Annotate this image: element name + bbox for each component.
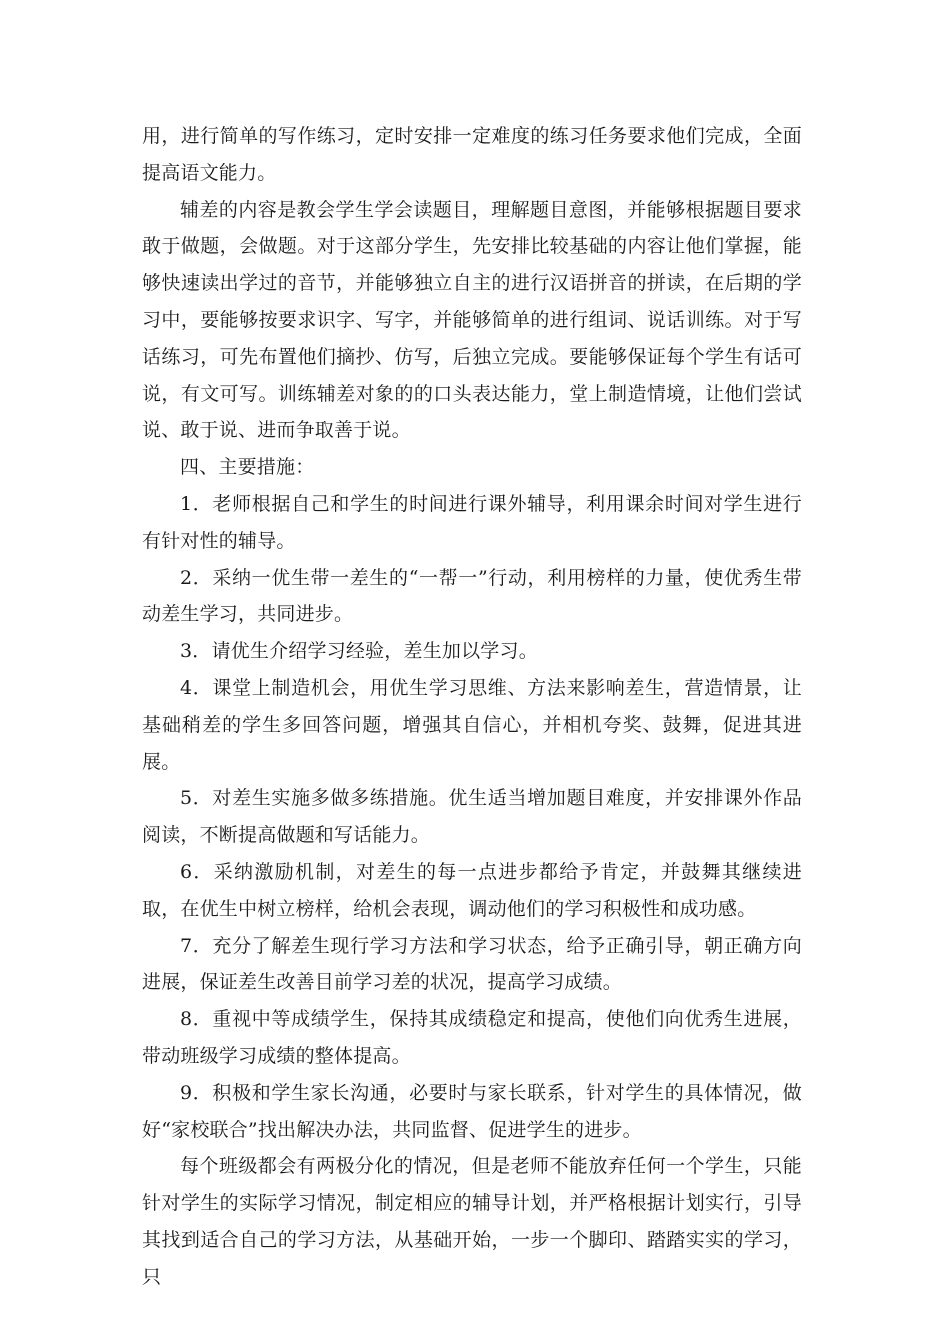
measure-item-8: 8．重视中等成绩学生，保持其成绩稳定和提高，使他们向优秀生进展，带动班级学习成绩的整体提高。 (142, 1008, 802, 1067)
measure-item-9: 9．积极和学生家长沟通，必要时与家长联系，针对学生的具体情况，做好“家校联合”找出解决办法，共同监督、促进学生的进步。 (142, 1081, 802, 1141)
paragraph-conclusion: 每个班级都会有两极分化的情况，但是老师不能放弃任何一个学生，只能针对学生的实际学习情况，制定相应的辅导计划，并严格根据计划实行，引导其找到适合自己的学习方法，从基础开始，一步一个脚印、踏踏实实的学习，只 (142, 1155, 802, 1288)
measure-item-7: 7．充分了解差生现行学习方法和学习状态，给予正确引导，朝正确方向进展，保证差生改善目前学习差的状况，提高学习成绩。 (142, 934, 802, 994)
document-body (142, 118, 802, 1296)
paragraph-remedial-content: 辅差的内容是教会学生学会读题目，理解题目意图，并能够根据题目要求敢于做题，会做题。对于这部分学生，先安排比较基础的内容让他们掌握，能够快速读出学过的音节，并能够独立自主的进行汉语拼音的拼读，在后期的学习中，要能够按要求识字、写字，并能够简单的进行组词、说话训练。对于写话练习，可先布置他们摘抄、仿写，后独立完成。要能够保证每个学生有话可说，有文可写。训练辅差对象的的口头表达能力，堂上制造情境，让他们尝试说、敢于说、进而争取善于说。 (142, 198, 802, 442)
measure-item-2: 2．采纳一优生带一差生的“一帮一”行动，利用榜样的力量，使优秀生带动差生学习，共同进步。 (142, 566, 802, 626)
section-heading-measures: 四、主要措施： (180, 456, 315, 479)
measure-item-3: 3．请优生介绍学习经验，差生加以学习。 (180, 640, 538, 663)
measure-item-5: 5．对差生实施多做多练措施。优生适当增加题目难度，并安排课外作品阅读，不断提高做题和写话能力。 (142, 787, 802, 847)
paragraph-continuation: 用，进行简单的写作练习，定时安排一定难度的练习任务要求他们完成，全面提高语文能力。 (142, 125, 802, 184)
measure-item-4: 4．课堂上制造机会，用优生学习思维、方法来影响差生，营造情景，让基础稍差的学生多回答问题，增强其自信心，并相机夸奖、鼓舞，促进其进展。 (142, 676, 802, 773)
measure-item-6: 6．采纳激励机制，对差生的每一点进步都给予肯定，并鼓舞其继续进取，在优生中树立榜样，给机会表现，调动他们的学习积极性和成功感。 (142, 860, 802, 920)
measure-item-1: 1．老师根据自己和学生的时间进行课外辅导，利用课余时间对学生进行有针对性的辅导。 (142, 492, 802, 552)
